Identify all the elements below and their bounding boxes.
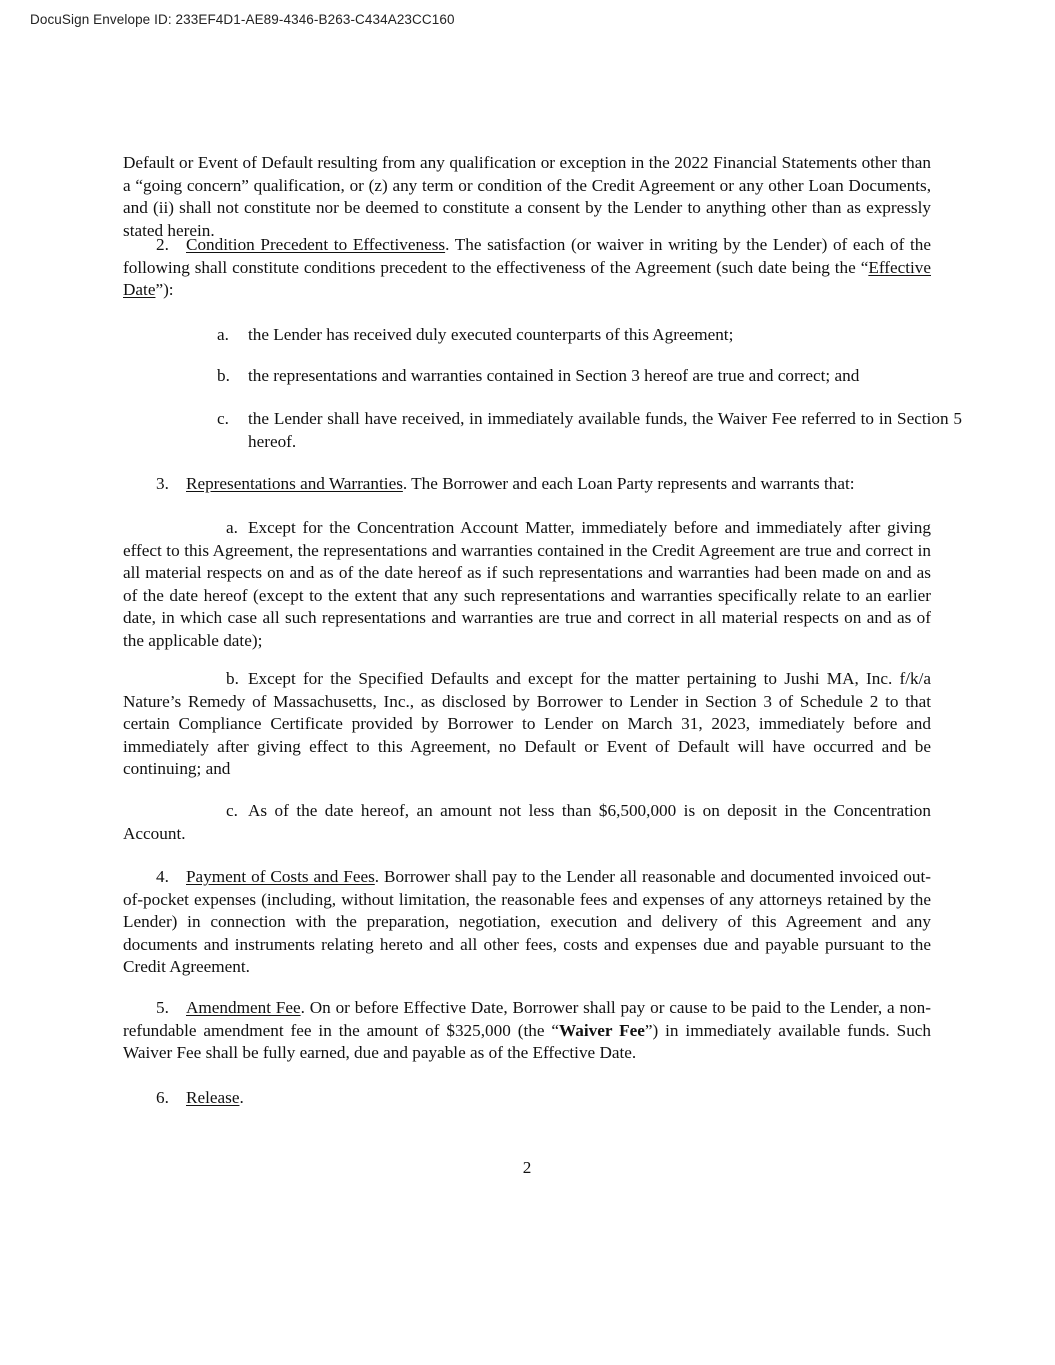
section-2-item-c: [217, 408, 962, 453]
section-3-item-a: [123, 517, 931, 653]
section-2-paragraph: [123, 234, 931, 302]
section-3-item-c-paragraph: [123, 800, 931, 845]
section-3-item-b-text: Except for the Specified Defaults and except for the matter pertaining to Jushi MA, Inc. f/k/a Nature’s Remedy of Massachusetts, Inc., as disclosed by Borrower to Lender in Section 3 of Schedule 2 to that certain Compliance Certificate provided by Borrower to Lender on March 31, 2023, immediately before and immediately after giving effect to this Agreement, no Default or Event of Default will have occurred and be continuing; and: [123, 669, 931, 779]
section-5-body-after: ”) in immediately available funds. Such Waiver Fee shall be fully earned, due and payable as of the Effective Date.: [123, 1020, 932, 1063]
section-2-item-b-text: the representations and warranties contained in Section 3 hereof are true and correct; and: [248, 366, 860, 385]
section-3: [123, 473, 931, 496]
section-6-paragraph: [123, 1087, 931, 1110]
section-2-item-a: [217, 324, 962, 347]
section-4-number: 4.: [156, 867, 169, 886]
section-4-paragraph: [123, 866, 931, 979]
continuation-paragraph: [123, 152, 931, 242]
section-2-item-c-text: the Lender shall have received, in immediately available funds, the Waiver Fee referred to in Section 5 hereof.: [248, 409, 962, 451]
section-3-number: 3.: [156, 474, 169, 493]
section-5-number: 5.: [156, 998, 169, 1017]
section-3-paragraph: [123, 473, 931, 496]
continuation-text: Default or Event of Default resulting from any qualification or exception in the 2022 Financial Statements other than a “going concern” qualification, or (z) any term or condition of the Credit Agreement or any other Loan Documents, and (ii) shall not constitute nor be deemed to constitute a consent by the Lender to anything other than as expressly stated herein.: [123, 153, 931, 240]
section-5-paragraph: [123, 997, 931, 1065]
section-2-body-after: ”):: [155, 280, 174, 300]
section-5-heading: Amendment Fee: [186, 998, 301, 1017]
section-3-item-c-letter: c.: [226, 801, 238, 820]
section-3-item-b: [123, 668, 931, 781]
section-3-item-a-letter: a.: [226, 518, 238, 537]
section-3-item-c-text: As of the date hereof, an amount not less than $6,500,000 is on deposit in the Concentration Account.: [123, 801, 931, 843]
section-5-body-before: . On or before Effective Date, Borrower shall pay or cause to be paid to the Lender, a non-refundable amendment fee in the amount of $325,000 (the “: [123, 998, 931, 1040]
section-4: [123, 866, 931, 979]
section-2-item-b-letter: b.: [217, 366, 230, 385]
section-3-item-b-letter: b.: [226, 669, 239, 688]
section-3-item-b-paragraph: [123, 668, 931, 781]
section-6-body: .: [239, 1088, 244, 1107]
section-2-heading: Condition Precedent to Effectiveness: [186, 235, 446, 254]
section-3-heading: Representations and Warranties: [186, 474, 403, 493]
section-2-item-a-letter: a.: [217, 325, 229, 344]
section-6: [123, 1087, 931, 1110]
section-2: [123, 234, 931, 302]
section-4-body: . Borrower shall pay to the Lender all reasonable and documented invoiced out-of-pocket expenses (including, without limitation, the reasonable fees and expenses of any attorneys retained by the Lender) in connection with the preparation, negotiation, execution and delivery of this Agreement and any documents and instruments relating hereto and all other fees, costs and expenses due and payable pursuant to the Credit Agreement.: [123, 867, 931, 977]
page-number: 2: [522, 1158, 532, 1177]
section-2-item-c-letter: c.: [217, 409, 229, 428]
section-6-heading: Release: [186, 1088, 240, 1107]
section-3-item-c: [123, 800, 931, 845]
section-5-defined-term: Waiver Fee: [559, 1020, 645, 1040]
section-3-item-a-paragraph: [123, 517, 931, 653]
section-3-item-a-text: Except for the Concentration Account Matter, immediately before and immediately after giving effect to this Agreement, the representations and warranties contained in the Credit Agreement are true and correct in all material respects on and as of the date hereof as if such representations and warranties had been made on and as of the date hereof (except to the extent that any such representations and warranties specifically relate to an earlier date, in which case all such representations and warranties are true and correct in all material respects on and as of the applicable date);: [123, 518, 931, 650]
section-3-body: . The Borrower and each Loan Party represents and warrants that:: [402, 474, 855, 493]
section-6-number: 6.: [156, 1088, 169, 1107]
section-2-body-before: . The satisfaction (or waiver in writing by the Lender) of each of the following shall constitute conditions precedent to the effectiveness of the Agreement (such date being the “: [123, 235, 931, 277]
section-2-item-a-text: the Lender has received duly executed counterparts of this Agreement;: [248, 325, 734, 344]
section-2-defined-term: Effective Date: [123, 257, 931, 300]
section-2-item-b: [217, 365, 962, 388]
section-5: [123, 997, 931, 1065]
docusign-envelope-id: DocuSign Envelope ID: 233EF4D1-AE89-4346-B263-C434A23CC160: [30, 12, 455, 27]
section-2-number: 2.: [156, 235, 169, 254]
section-4-heading: Payment of Costs and Fees: [186, 867, 375, 886]
